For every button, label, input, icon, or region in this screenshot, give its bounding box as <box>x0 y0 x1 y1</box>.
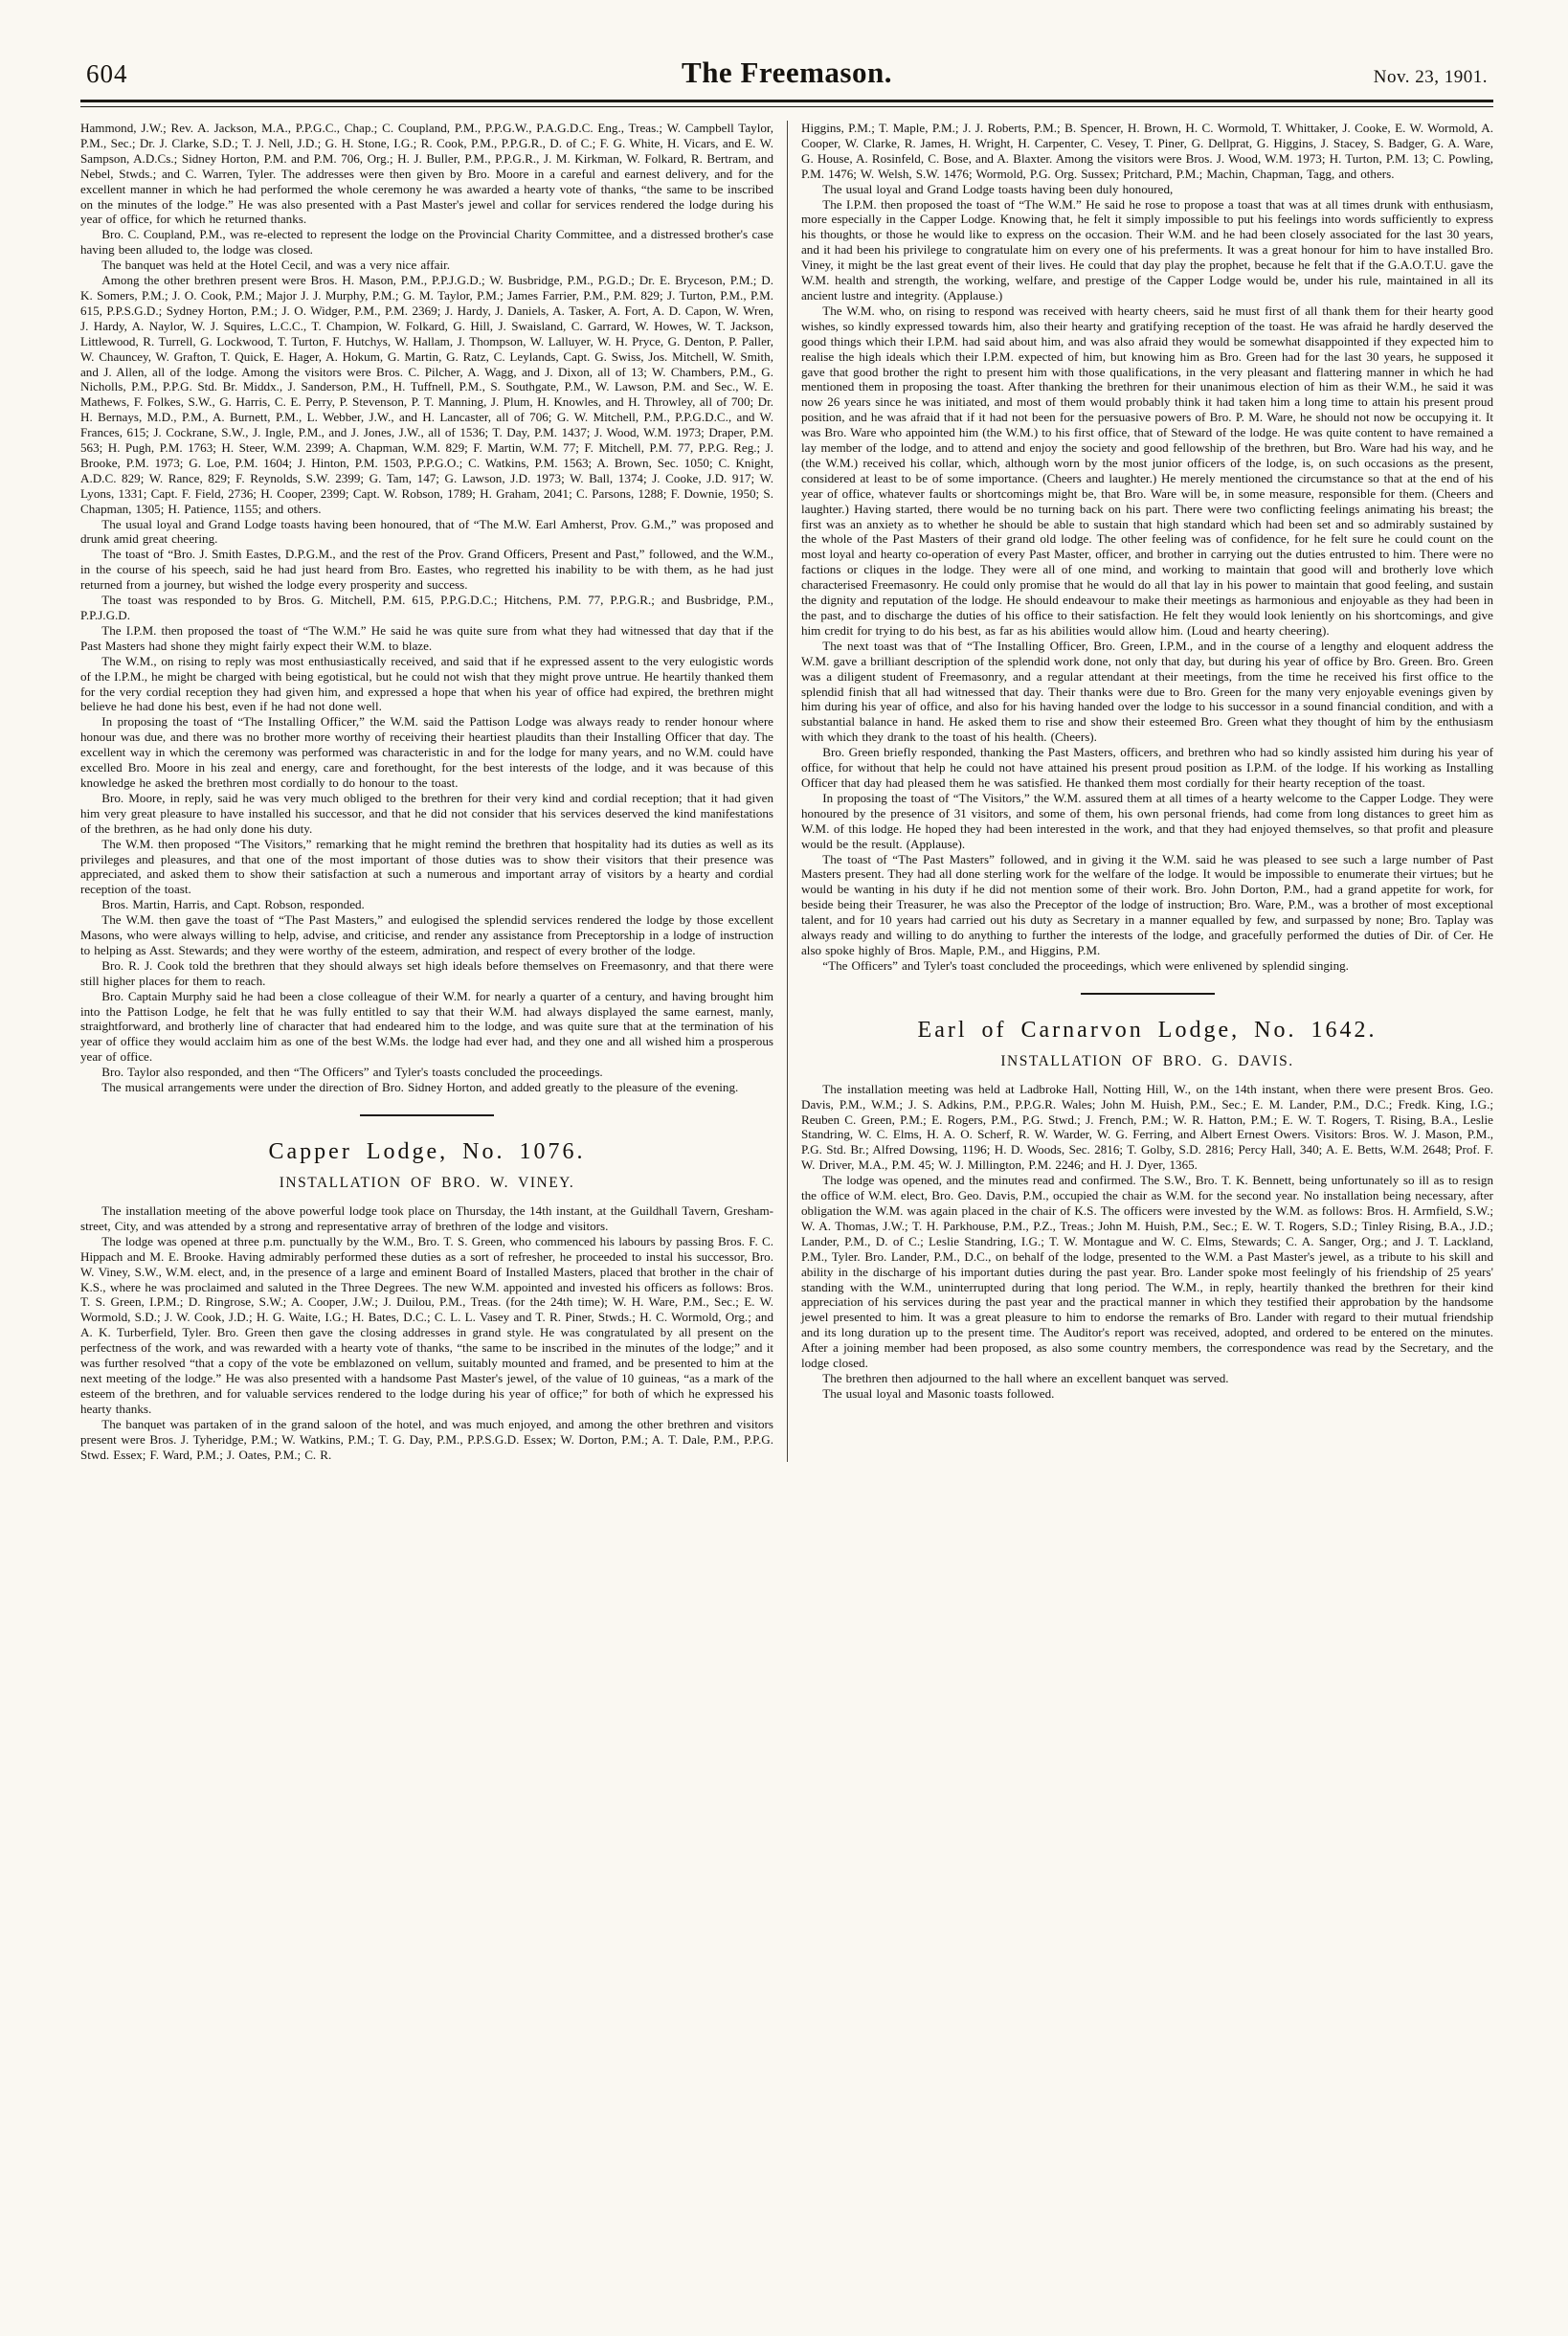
paragraph: Among the other brethren present were Bros. H. Mason, P.M., P.P.J.G.D.; W. Busbridge, P.M., P.G.D.; Dr. E. Bryceson, P.M.; D. K. Somers, P.M.; J. O. Cook, P.M.; Major J. J. Murphy, P.M.; G. M. Taylor, P.M.; James Farrier, P.M., P.M. 829; J. Turton, P.M., P.M. 615, P.P.S.G.D.; Sydney Horton, P.M.; J. O. Widger, P.M., P.M. 2369; J. Hardy, J. Daniels, A. Tasker, A. Fort, A. D. Capon, W. Wren, J. Hardy, A. Naylor, W. J. Squires, L.C.C., T. Champion, W. Folkard, G. Hill, J. Swaisland, C. Garrard, W. Howes, W. T. Jackson, Littlewood, R. Turrell, G. Lockwood, T. Turton, F. Hutchys, W. Hallam, J. Thompson, W. Lalluyer, W. H. Pryce, G. Denton, P. Paller, W. Chauncey, W. Grafton, T. Quick, E. Hager, A. Hokum, G. Martin, G. Ratz, C. Leylands, Capt. G. Swiss, Jos. Mitchell, W. Smith, and J. Allen, all of the lodge. Among the visitors were Bros. C. Pilcher, A. Wagg, and J. Dixon, all of 13; W. Chambers, P.M., G. Nicholls, P.M., P.P.G. Std. Br. Middx., J. Sanderson, P.M., H. Tuffnell, P.M., S. Southgate, P.M., W. Lawson, P.M. and Sec., W. E. Mathews, F. Folkes, S.W., G. Harris, C. E. Perry, P. Stevenson, P. T. Manning, J. Plum, H. Knowles, and H. Throwley, all of 700; Dr. H. Bernays, M.D., P.M., A. Burnett, P.M., L. Webber, J.W., and H. Lancaster, all of 706; G. W. Mitchell, P.M., P.P.G.D.C., and W. Frances, 615; J. Cockrane, S.W., J. Ingle, P.M., and J. Jones, J.W., all of 1536; T. Day, P.M. 1437; J. Wood, W.M. 1973; Draper, P.M. 563; H. Pugh, P.M. 1763; H. Steer, W.M. 2399; A. Chapman, W.M. 829; F. Martin, W.M. 77; F. Mitchell, P.M. 77, P.P.G. Reg.; J. Brooke, P.M. 1973; G. Loe, P.M. 1604; J. Hinton, P.M. 1503, P.P.G.O.; C. Watkins, P.M. 1563; A. Brown, Sec. 1050; C. Knight, A.D.C. 829; W. Rance, 829; F. Reynolds, S.W. 2399; G. Tam, 147; G. Lawson, J.D. 1973; W. Ball, 1374; J. Cooke, J.D. 917; W. Lyons, 1331; Capt. F. Field, 2736; H. Cooper, 2399; Capt. W. Robson, 1789; H. Graham, 2041; C. Parsons, 1288; F. Downie, 1950; S. Chapman, 1305; H. Patience, 1155; and others. <box>80 273 773 516</box>
paragraph: The W.M., on rising to reply was most enthusiastically received, and said that if he expressed assent to the very eulogistic words of the I.P.M., he might be charged with being egotistical, but he could not wish that they might prove untrue. He heartily thanked them for the very cordial reception they had given him, and expressed a hope that when his year of office had expired, the brethren might believe he had done his best, even if he had not done well. <box>80 653 773 714</box>
capper-lodge-report-continued <box>801 121 1493 974</box>
section-divider-rule <box>360 1114 494 1116</box>
paragraph: In proposing the toast of “The Visitors,” the W.M. assured them at all times of a hearty welcome to the Capper Lodge. They were honoured by the presence of 31 visitors, and some of them, his own personal friends, had come from long distances to greet him as W.M. of this lodge. He hoped they had been interested in the work, and that they had enjoyed themselves, so that profit and pleasure would be the result. (Applause). <box>801 790 1493 851</box>
section-divider-rule <box>1081 993 1215 995</box>
paragraph: Higgins, P.M.; T. Maple, P.M.; J. J. Roberts, P.M.; B. Spencer, H. Brown, H. C. Wormold, T. Whittaker, J. Cooke, E. W. Wormold, A. Cooper, W. Clarke, R. James, H. Wright, H. Carpenter, C. Vesey, T. Piner, G. Dellprat, G. Higgins, J. Stacey, S. Badger, G. A. Ware, G. House, A. Rosinfeld, C. Bose, and A. Blaxter. Among the visitors were Bros. J. Wood, W.M. 1973; H. Turton, P.M. 13; C. Powling, P.M. 1476; W. Welsh, S.W. 1476; Wormold, P.G. Org. Sussex; Pritchard, P.M.; Machin, Chapman, Tagg, and others. <box>801 121 1493 181</box>
paragraph: The usual loyal and Grand Lodge toasts having been duly honoured, <box>822 181 1174 196</box>
paragraph: The W.M. who, on rising to respond was received with hearty cheers, said he must first of all thank them for their hearty good wishes, so kindly expressed towards him, also their hearty and gratifying reception of the toast. He was afraid he hardly deserved the good things which their I.P.M. had said about him, and was also afraid they would be somewhat disappointed if they expected him to realise the high ideals which their I.P.M. expected of him, but knowing him as Bro. Green had for the last 30 years, he supposed it gave that good brother the right to present him with those qualifications, in the very pleasant and flattering manner in which he had mentioned them in proposing the toast. After thanking the brethren for their unanimous election of him as their W.M., he said it was now 26 years since he was initiated, and most of them would probably think it had taken him a long time to attain his present proud position, and he was afraid that if it had not been for the persuasive powers of Bro. P. M. Ware, he should not now be occupying it. It was Bro. Ware who appointed him (the W.M.) to his first office, that of Steward of the lodge. He was quite content to have remained a lay member of the lodge, and to attend and enjoy the society and good fellowship of the brethren, but Bro. Ware had his way, and he (the W.M.) received his collar, which, although worn by the most junior officers of the lodge, is, on such occasions as the present, considered at least to be of some importance. (Cheers and laughter.) He merely mentioned the circumstance so that at the end of his year of office, whatever faults or shortcomings might be, that Bro. Ware will be, in some measure, responsible for them. (Cheers and laughter.) Having started, there would be no turning back on his part. There were two conflicting feelings animating his breast; the first was an anxiety as to whether he should be able to sustain that high standard which had been set and so admirably sustained by the whole of the Past Masters of their grand old lodge. The other feeling was of confidence, for he felt sure he could count on the most loyal and hearty co-operation of every Past Master, officer, and brother in carrying out the duties entrusted to him. There were no factions or cliques in the lodge. They were all of one mind, and working to maintain that good will and brotherly love which characterised Freemasonry. He could only promise that he would do all that lay in his power to maintain that good feeling, and sustain the dignity and reputation of the lodge. He should endeavour to make their meetings as harmonious and enjoyable as they had been in the past, and to discharge the duties of his office to their satisfaction. He felt they would look leniently on his shortcomings, and give him credit for trying to do his best, as far as his abilities would allow him. (Loud and hearty cheering). <box>801 303 1493 638</box>
right-column <box>787 121 1493 1462</box>
article-columns <box>80 121 1493 1462</box>
capper-lodge-subheading: INSTALLATION OF BRO. W. VINEY. <box>279 1175 575 1191</box>
paragraph: The toast was responded to by Bros. G. Mitchell, P.M. 615, P.P.G.D.C.; Hitchens, P.M. 77, P.P.G.R.; and Busbridge, P.M., P.P.J.G.D. <box>80 593 773 622</box>
capper-lodge-heading: Capper Lodge, No. 1076. <box>268 1139 586 1164</box>
paragraph: The I.P.M. then proposed the toast of “The W.M.” He said he was quite sure from what they had witnessed that day that if the Past Masters had shone they might fairly expect their W.M. to blaze. <box>80 622 773 653</box>
paragraph: The usual loyal and Grand Lodge toasts having been honoured, that of “The M.W. Earl Amherst, Prov. G.M.,” was proposed and drunk amid great cheering. <box>80 516 773 547</box>
paragraph: The installation meeting was held at Ladbroke Hall, Notting Hill, W., on the 14th instant, when there were present Bros. Geo. Davis, P.M., W.M.; J. S. Adkins, P.M., P.P.G.R. Wales; John M. Huish, P.M., Sec.; E. M. Lander, P.M., D.C.; Fredk. King, I.G.; Reuben C. Green, P.M.; E. Rogers, P.M., P.G. Stwd.; J. French, P.M.; W. R. Hatton, P.M.; E. W. T. Rogers, T. Rising, B.A., Leslie Standring, W. C. Elms, H. A. O. Scherf, R. W. Warder, W. G. Ferring, and Albert Ernest Owers. Visitors: Bros. W. J. Mason, P.M., P.G. Std. Br.; Alfred Dowsing, 1196; H. D. Woods, Sec. 2816; T. Golby, S.D. 2816; Percy Hall, 340; A. E. Betts, W.M. 2648; Prof. F. W. Driver, M.A., P.M. 45; W. J. Millington, P.M. 2246; and H. J. Dyer, 1365. <box>801 1081 1493 1173</box>
paragraph: The lodge was opened at three p.m. punctually by the W.M., Bro. T. S. Green, who commenced his labours by passing Bros. F. C. Hippach and M. E. Brooke. Having admirably performed these duties as a sort of refresher, he proceeded to instal his successor, Bro. W. Viney, S.W., W.M. elect, and, in the presence of a large and eminent Board of Installed Masters, placed that brother in the chair of K.S., where he was proclaimed and saluted in the Three Degrees. The new W.M. appointed and invested his officers as follows: Bros. T. S. Green, I.P.M.; D. Ringrose, S.W.; A. Cooper, J.W.; J. Duilou, P.M., Treas. (for the 24th time); W. H. Ware, P.M., Sec.; E. W. Wormold, S.D.; J. W. Cook, J.D.; H. G. Waite, I.G.; H. Bates, D.C.; C. L. L. Vasey and T. R. Piner, Stwds.; H. C. Wormold, Org.; and A. K. Turberfield, Tyler. Bro. Green then gave the closing addresses in grand style. He was congratulated by all present on the perfectness of the work, and was rewarded with a hearty vote of thanks, “the same to be inscribed in the minutes of the lodge;” and it was further resolved “that a copy of the vote be emblazoned on vellum, suitably mounted and framed, and be presented to him at the next meeting of the lodge.” He was also presented with a handsome Past Master's jewel, of the value of 10 guineas, “as a mark of the esteem of the brethren, and for valuable services rendered to the lodge during his year of office;” for both of which he expressed his hearty thanks. <box>80 1233 773 1416</box>
paragraph: The W.M. then gave the toast of “The Past Masters,” and eulogised the splendid services rendered the lodge by those excellent Masons, who were always willing to help, advise, and criticise, and render any assistance from Preceptorship in a lodge of instruction to helping as Asst. Stewards; and they were worthy of the esteem, admiration, and respect of every brother of the lodge. <box>80 912 773 957</box>
paragraph: The usual loyal and Masonic toasts followed. <box>822 1385 1055 1401</box>
page-number: 604 <box>86 59 128 88</box>
issue-date: Nov. 23, 1901. <box>1373 67 1488 87</box>
paragraph: The toast of “The Past Masters” followed, and in giving it the W.M. said he was pleased to see such a large number of Past Masters present. They had all done sterling work for the welfare of the lodge. It would be impossible to enumerate their virtues; but he would be wanting in his duty if he did not mention some of their work. Bro. John Dorton, P.M., had a grand appetite for work, for beside being their Treasurer, he was also the Preceptor of the lodge of instruction; Bro. Ware, P.M., was a brother of most exceptional talent, and for 10 years had carried out his duty as Secretary in a manner equalled by few, and surpassed by none; Bro. Taplay was always ready and willing to do anything to further the interests of the lodge, and gracefully performed the duties of Dir. of Cer. He also spoke highly of Bros. Maple, P.M., and Higgins, P.M. <box>801 851 1493 957</box>
publication-title: The Freemason. <box>682 56 892 89</box>
paragraph: In proposing the toast of “The Installing Officer,” the W.M. said the Pattison Lodge was always ready to render honour where honour was due, and there was no brother more worthy of receiving their heartiest plaudits than their Installing Officer that day. The excellent way in which the ceremony was performed was characteristic in and for the lodge for many years, and no W.M. could have excelled Bro. Moore in his zeal and energy, care and forethought, for the best interests of the lodge, and it was because of this knowledge he asked the brethren most cordially to do honour to the toast. <box>80 714 773 790</box>
paragraph: Bro. R. J. Cook told the brethren that they should always set high ideals before themselves on Freemasonry, and that there were still higher places for them to reach. <box>80 957 773 988</box>
paragraph: The lodge was opened, and the minutes read and confirmed. The S.W., Bro. T. K. Bennett, being unfortunately so ill as to resign the office of W.M. elect, Bro. Geo. Davis, P.M., occupied the chair as W.M. for the second year. No installation being necessary, after obligation the W.M. was again placed in the chair of K.S. The officers were invested by the W.M. as follows: Bros. H. Armfield, S.W.; W. A. Thomas, J.W.; T. H. Parkhouse, P.M., P.Z., Treas.; John M. Huish, P.M., Sec.; E. W. T. Rogers, S.D.; Tinley Rising, B.A., J.D.; Lander, P.M., D. of C.; Leslie Standring, I.G.; T. W. Montague and W. C. Elms, Stewards; C. A. Sanger, Org.; and J. T. Lackland, P.M., Tyler. Bro. Lander, P.M., D.C., on behalf of the lodge, presented to the W.M. a Past Master's jewel, as a tribute to his skill and ability in the discharge of his important duties during the past year. Bro. Lander spoke most feelingly of his friendship of 25 years' standing with the W.M., uninterrupted during that long period. The W.M., in reply, heartily thanked the brethren for their kind appreciation of his services during the past year and the practical manner in which they testified their approbation by the handsome jewel presented to him. It was a great pleasure to him to endorse the remarks of Bro. Lander with regard to their mutual friendship and its long duration up to the present time. The Auditor's report was received, adopted, and ordered to be entered on the minutes. After a joining member had been proposed, as also some country members, the correspondence was read by the Secretary, and the lodge closed. <box>801 1173 1493 1371</box>
paragraph: The brethren then adjourned to the hall where an excellent banquet was served. <box>822 1370 1229 1385</box>
carnarvon-lodge-report <box>801 1082 1493 1402</box>
pattison-lodge-report <box>80 121 773 1095</box>
paragraph: The W.M. then proposed “The Visitors,” remarking that he might remind the brethren that hospitality had its duties as well as its privileges and pleasures, and that one of the most important of those duties was to show their visitors that their presence was appreciated, and asked them to show their satisfaction at such a numerous and important array of visitors by a hearty and cordial reception of the toast. <box>80 836 773 897</box>
carnarvon-lodge-heading: Earl of Carnarvon Lodge, No. 1642. <box>917 1017 1378 1043</box>
paragraph: The musical arrangements were under the direction of Bro. Sidney Horton, and added greatly to the pleasure of the evening. <box>101 1080 739 1095</box>
capper-lodge-report <box>80 1203 773 1462</box>
paragraph: The banquet was held at the Hotel Cecil, and was a very nice affair. <box>101 258 451 273</box>
paragraph: The installation meeting of the above powerful lodge took place on Thursday, the 14th instant, at the Guildhall Tavern, Gresham-street, City, and was attended by a strong and representative array of brethren of the lodge and visitors. <box>80 1203 773 1233</box>
paragraph: The next toast was that of “The Installing Officer, Bro. Green, I.P.M., and in the course of a lengthy and eloquent address the W.M. gave a brilliant description of the splendid work done, not only that day, but during his year of office by Bro. Green. Bro. Green was a diligent student of Freemasonry, and a regular attendant at their meetings, from the time he received his first office to the splendid finish that all had witnessed that day. Their thanks were due to Bro. Green for the many very enjoyable evenings given by him during his year of office, and also for his having handed over the lodge to his successor in a sound financial condition, and with a substantial balance in hand. He asked them to rise and show their esteemed Bro. Green what they thought of him by the enthusiasm with which they drank to the toast of his health. (Cheers). <box>801 638 1493 745</box>
paragraph: The banquet was partaken of in the grand saloon of the hotel, and was much enjoyed, and among the other brethren and visitors present were Bros. J. Tyheridge, P.M.; W. Watkins, P.M.; T. G. Day, P.M., P.P.S.G.D. Essex; W. Dorton, P.M.; A. T. Dale, P.M., P.P.G. Stwd. Essex; F. Ward, P.M.; J. Oates, P.M.; C. R. <box>80 1416 773 1462</box>
masthead <box>80 56 1493 90</box>
paragraph: Bro. Captain Murphy said he had been a close colleague of their W.M. for nearly a quarter of a century, and having brought him into the Pattison Lodge, he felt that he was fully entitled to say that their W.M. had always displayed the same earnest, manly, straightforward, and brotherly line of character that had endeared him to the lodge, and was quite sure that at the termination of his year of office they would acclaim him as one of the best W.Ms. the lodge had ever had, and they one and all wished him a prosperous year of office. <box>80 988 773 1065</box>
paragraph: Hammond, J.W.; Rev. A. Jackson, M.A., P.P.G.C., Chap.; C. Coupland, P.M., P.P.G.W., P.A.G.D.C. Eng., Treas.; W. Campbell Taylor, P.M., Sec.; Dr. J. Clarke, S.D.; T. J. Nell, J.D.; G. H. Stone, I.G.; R. Cook, P.M., P.P.G.R., D. of C.; F. G. White, H. Vicars, and E. W. Sampson, A.D.Cs.; Sidney Horton, P.M. and P.M. 706, Org.; H. J. Buller, P.M., P.P.G.R., J. M. Kirkman, W. Folkard, R. Bertram, and Nebel, Stwds.; and C. Warren, Tyler. The addresses were then given by Bro. Moore in a careful and earnest delivery, and for the excellent manner in which he had performed the whole ceremony he was awarded a hearty vote of thanks, “the same to be inscribed on the minutes of the lodge.” He was also presented with a Past Master's jewel and collar for services rendered the lodge during his year of office, for which he returned thanks. <box>80 121 773 227</box>
paragraph: Bro. Taylor also responded, and then “The Officers” and Tyler's toasts concluded the proceedings. <box>101 1065 603 1080</box>
carnarvon-lodge-subheading: INSTALLATION OF BRO. G. DAVIS. <box>1000 1052 1294 1069</box>
paragraph: Bro. Green briefly responded, thanking the Past Masters, officers, and brethren who had so kindly assisted him during his year of office, for without that help he could not have attained his present proud position as I.P.M. of the lodge. If his working as Installing Officer that day had pleased them he was satisfied. He thanked them most cordially for their hearty reception of the toast. <box>801 745 1493 790</box>
paragraph: Bro. C. Coupland, P.M., was re-elected to represent the lodge on the Provincial Charity Committee, and a distressed brother's case having been alluded to, the lodge was closed. <box>80 227 773 258</box>
header-rule <box>80 100 1493 107</box>
paragraph: The I.P.M. then proposed the toast of “The W.M.” He said he rose to propose a toast that was at all times drunk with enthusiasm, more especially in the Capper Lodge. Knowing that, he felt it simply impossible to put his feelings into words sufficiently to express his thoughts, or those he would like to express on the occasion. Their W.M. and he had been closely associated for the last 30 years, and it had been his privilege to congratulate him on every one of his preferments. It was a great honour for him to have installed Bro. Viney, it might be the last great event of their lives. He could that day play the prophet, because he felt that if the G.A.O.T.U. gave the W.M. health and strength, the working, welfare, and prestige of the Capper Lodge would be, under his rule, maintained in all its ancient lustre and integrity. (Applause.) <box>801 196 1493 303</box>
paragraph: The toast of “Bro. J. Smith Eastes, D.P.G.M., and the rest of the Prov. Grand Officers, Present and Past,” followed, and the W.M., in the course of his speech, said he had just heard from Bro. Eastes, who regretted his inability to be with them, as he had just returned from a journey, but wished the lodge every prosperity and success. <box>80 547 773 593</box>
paragraph: Bros. Martin, Harris, and Capt. Robson, responded. <box>101 897 365 912</box>
paragraph: “The Officers” and Tyler's toast concluded the proceedings, which were enlivened by splendid singing. <box>822 957 1349 973</box>
left-column <box>80 121 787 1462</box>
paragraph: Bro. Moore, in reply, said he was very much obliged to the brethren for their very kind and cordial reception; that it had given him very great pleasure to have installed his successor, and that he did not consider that his services deserved the kind manifestations of the brethren, as he had only done his duty. <box>80 790 773 836</box>
